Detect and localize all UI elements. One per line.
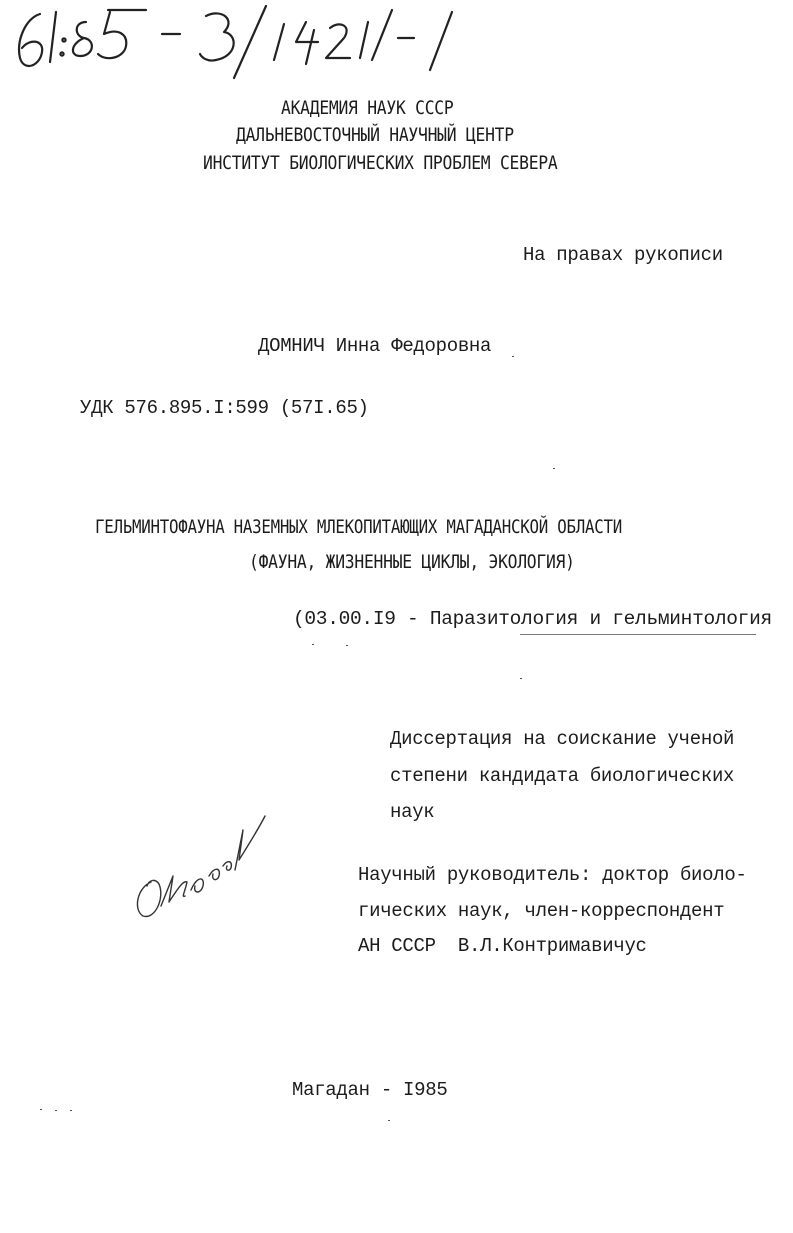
supervisor-line-2: гических наук, член-корреспондент (358, 900, 725, 922)
handwritten-code-text: 61:85-3/1421-1 (0, 0, 9, 1)
scan-speck (40, 1109, 42, 1110)
scan-speck (55, 1110, 57, 1111)
scan-speck (312, 644, 314, 645)
scan-speck (346, 645, 348, 646)
supervisor-line-3: АН СССР В.Л.Контримавичус (358, 935, 647, 957)
scan-speck (520, 678, 522, 679)
specialty-underline (520, 634, 756, 635)
institution-line-2: ДАЛЬНЕВОСТОЧНЫЙ НАУЧНЫЙ ЦЕНТР (236, 124, 514, 146)
specialty-code: (03.00.I9 - Паразитология и гельминтология (293, 608, 772, 630)
scan-speck (388, 1120, 390, 1121)
dissertation-line-2: степени кандидата биологических (390, 765, 735, 787)
handwritten-signature (125, 810, 275, 930)
handwritten-archive-code (0, 0, 480, 90)
manuscript-rights-note: На правах рукописи (523, 244, 723, 266)
scan-speck (512, 356, 514, 357)
institution-line-3: ИНСТИТУТ БИОЛОГИЧЕСКИХ ПРОБЛЕМ СЕВЕРА (203, 152, 558, 174)
author-name: ДОМНИЧ Инна Федоровна (258, 335, 492, 357)
dissertation-line-1: Диссертация на соискание ученой (390, 728, 735, 750)
thesis-title-line-1: ГЕЛЬМИНТОФАУНА НАЗЕМНЫХ МЛЕКОПИТАЮЩИХ МАГАДАНСКОЙ ОБЛАСТИ (95, 516, 622, 538)
dissertation-line-3: наук (390, 801, 435, 823)
place-and-year: Магадан - I985 (292, 1079, 448, 1101)
thesis-title-line-2: (ФАУНА, ЖИЗНЕННЫЕ ЦИКЛЫ, ЭКОЛОГИЯ) (249, 551, 575, 573)
scan-speck (70, 1110, 72, 1111)
supervisor-line-1: Научный руководитель: доктор биоло- (358, 864, 747, 886)
institution-line-1: АКАДЕМИЯ НАУК СССР (281, 97, 454, 119)
udc-code: УДК 576.895.I:599 (57I.65) (80, 397, 369, 419)
scan-speck (553, 468, 555, 469)
